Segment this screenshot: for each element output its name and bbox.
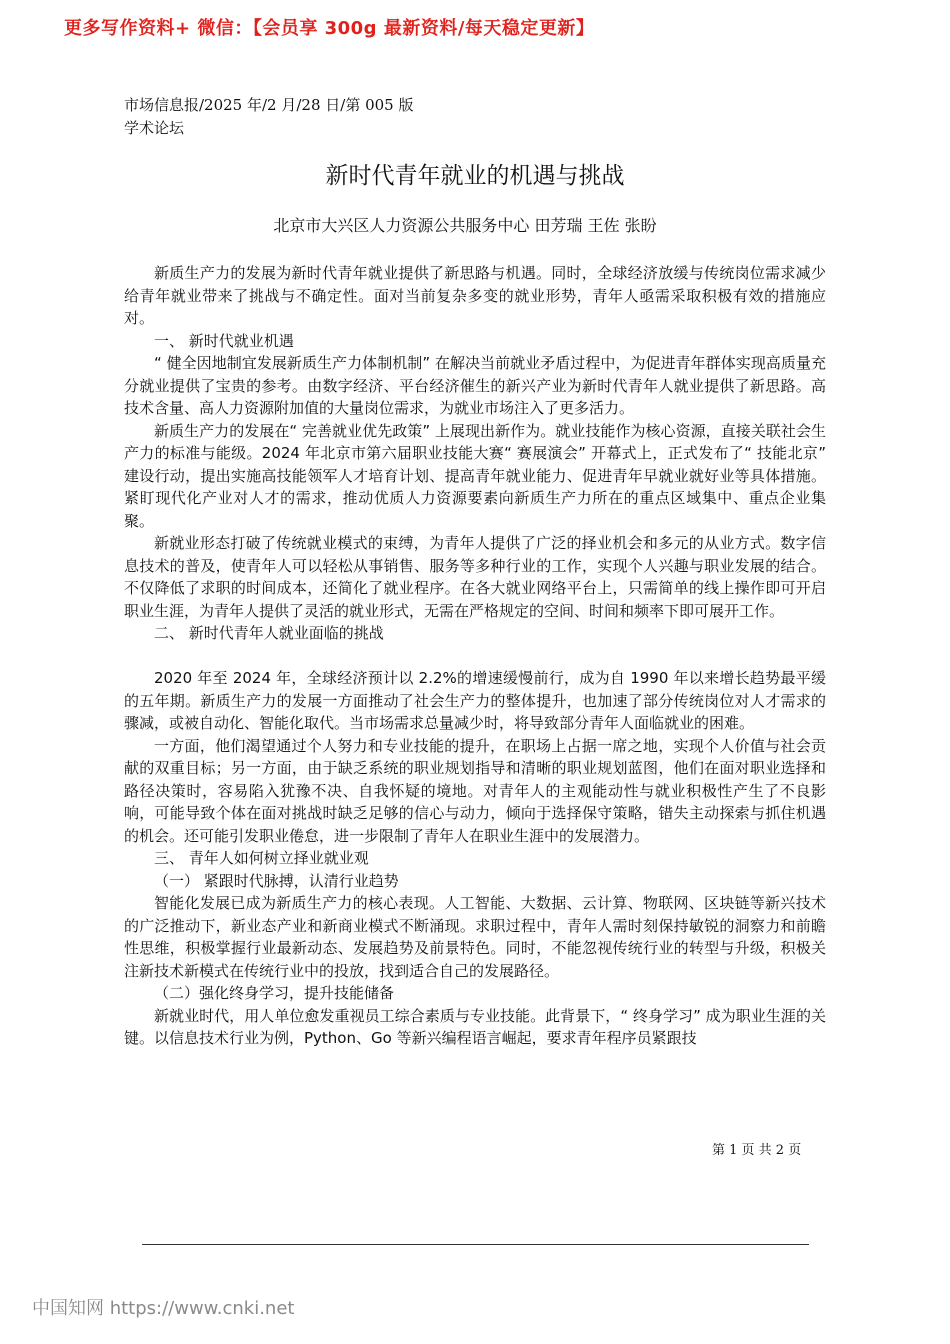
paragraph: 新质生产力的发展为新时代青年就业提供了新思路与机遇。同时，全球经济放缓与传统岗位需求减少给青年就业带来了挑战与不确定性。面对当前复杂多变的就业形势，青年人亟需采取积极有效的措施应对。: [124, 264, 826, 327]
blank-line: [124, 645, 826, 668]
paragraph: 新就业形态打破了传统就业模式的束缚，为青年人提供了广泛的择业机会和多元的从业方式。数字信息技术的普及，使青年人可以轻松从事销售、服务等多种行业的工作，实现个人兴趣与职业发展的结合。不仅降低了求职的时间成本，还简化了就业程序。在各大就业网络平台上，只需简单的线上操作即可开启职业生涯，为青年人提供了灵活的就业形式，无需在严格规定的空间、时间和频率下即可展开工作。: [124, 534, 826, 620]
page-number: 第 1 页 共 2 页: [712, 1143, 802, 1158]
section-heading: 一、 新时代就业机遇: [154, 331, 294, 350]
subsection-heading: （一） 紧跟时代脉搏，认清行业趋势: [154, 871, 399, 890]
footer-divider: [142, 1244, 809, 1245]
paragraph: 新就业时代，用人单位愈发重视员工综合素质与专业技能。此背景下，“ 终身学习” 成为职业生涯的关键。以信息技术行业为例，Python、Go 等新兴编程语言崛起，要求青年程序员紧跟技: [124, 1006, 826, 1047]
cnki-watermark: 中国知网 https://www.cnki.net: [32, 1298, 295, 1319]
article-title: 新时代青年就业的机遇与挑战: [325, 163, 625, 189]
paragraph: 新质生产力的发展在“ 完善就业优先政策” 上展现出新作为。就业技能作为核心资源，直接关联社会生产力的标准与能级。2024 年北京市第六届职业技能大赛“ 赛展演会” 开幕式上，正式发布了“ 技能北京” 建设行动，提出实施高技能领军人才培育计划、提高青年就业能力、促进青年早就业就好业等具体措施。紧盯现代化产业对人才的需求，推动优质人力资源要素向新质生产力所在的重点区域集中、重点企业集聚。: [124, 421, 826, 530]
subsection-heading: （二）强化终身学习，提升技能储备: [154, 984, 395, 1002]
paragraph: 智能化发展已成为新质生产力的核心表现。人工智能、大数据、云计算、物联网、区块链等新兴技术的广泛推动下，新业态产业和新商业模式不断涌现。求职过程中，青年人需时刻保持敏锐的洞察力和前瞻性思维，积极掌握行业最新动态、发展趋势及前景特色。同时，不能忽视传统行业的转型与升级，积极关注新技术新模式在传统行业中的投放，找到适合自己的发展路径。: [124, 894, 826, 980]
source-line: 市场信息报/2025 年/2 月/28 日/第 005 版学术论坛: [124, 96, 414, 137]
section-heading: 二、 新时代青年人就业面临的挑战: [154, 624, 384, 642]
section-heading: 三、 青年人如何树立择业就业观: [154, 849, 369, 867]
paragraph: 一方面，他们渴望通过个人努力和专业技能的提升，在职场上占据一席之地，实现个人价值与社会贡献的双重目标；另一方面，由于缺乏系统的职业规划指导和清晰的职业规划蓝图，他们在面对职业选择和路径决策时，容易陷入犹豫不决、自我怀疑的境地。对青年人的主观能动性与就业积极性产生了不良影响，可能导致个体在面对挑战时缺乏足够的信心与动力，倾向于选择保守策略，错失主动探索与抓住机遇的机会。还可能引发职业倦怠，进一步限制了青年人在职业生涯中的发展潜力。: [124, 736, 826, 845]
promo-banner: 更多写作资料+ 微信：【会员享 300g 最新资料/每天稳定更新】: [64, 18, 595, 39]
author-byline: 北京市大兴区人力资源公共服务中心 田芳瑞 王佐 张盼: [273, 216, 657, 235]
paragraph: “ 健全因地制宜发展新质生产力体制机制” 在解决当前就业矛盾过程中，为促进青年群体实现高质量充分就业提供了宝贵的参考。由数字经济、平台经济催生的新兴产业为新时代青年人就业提供了新思路。高技术含量、高人力资源附加值的大量岗位需求，为就业市场注入了更多活力。: [124, 354, 826, 417]
article-body: [124, 262, 826, 1050]
paragraph: 2020 年至 2024 年，全球经济预计以 2.2%的增速缓慢前行，成为自 1990 年以来增长趋势最平缓的五年期。新质生产力的发展一方面推动了社会生产力的整体提升，也加速了部分传统岗位对人才需求的骤减，或被自动化、智能化取代。当市场需求总量减少时，将导致部分青年人面临就业的困难。: [124, 669, 826, 732]
